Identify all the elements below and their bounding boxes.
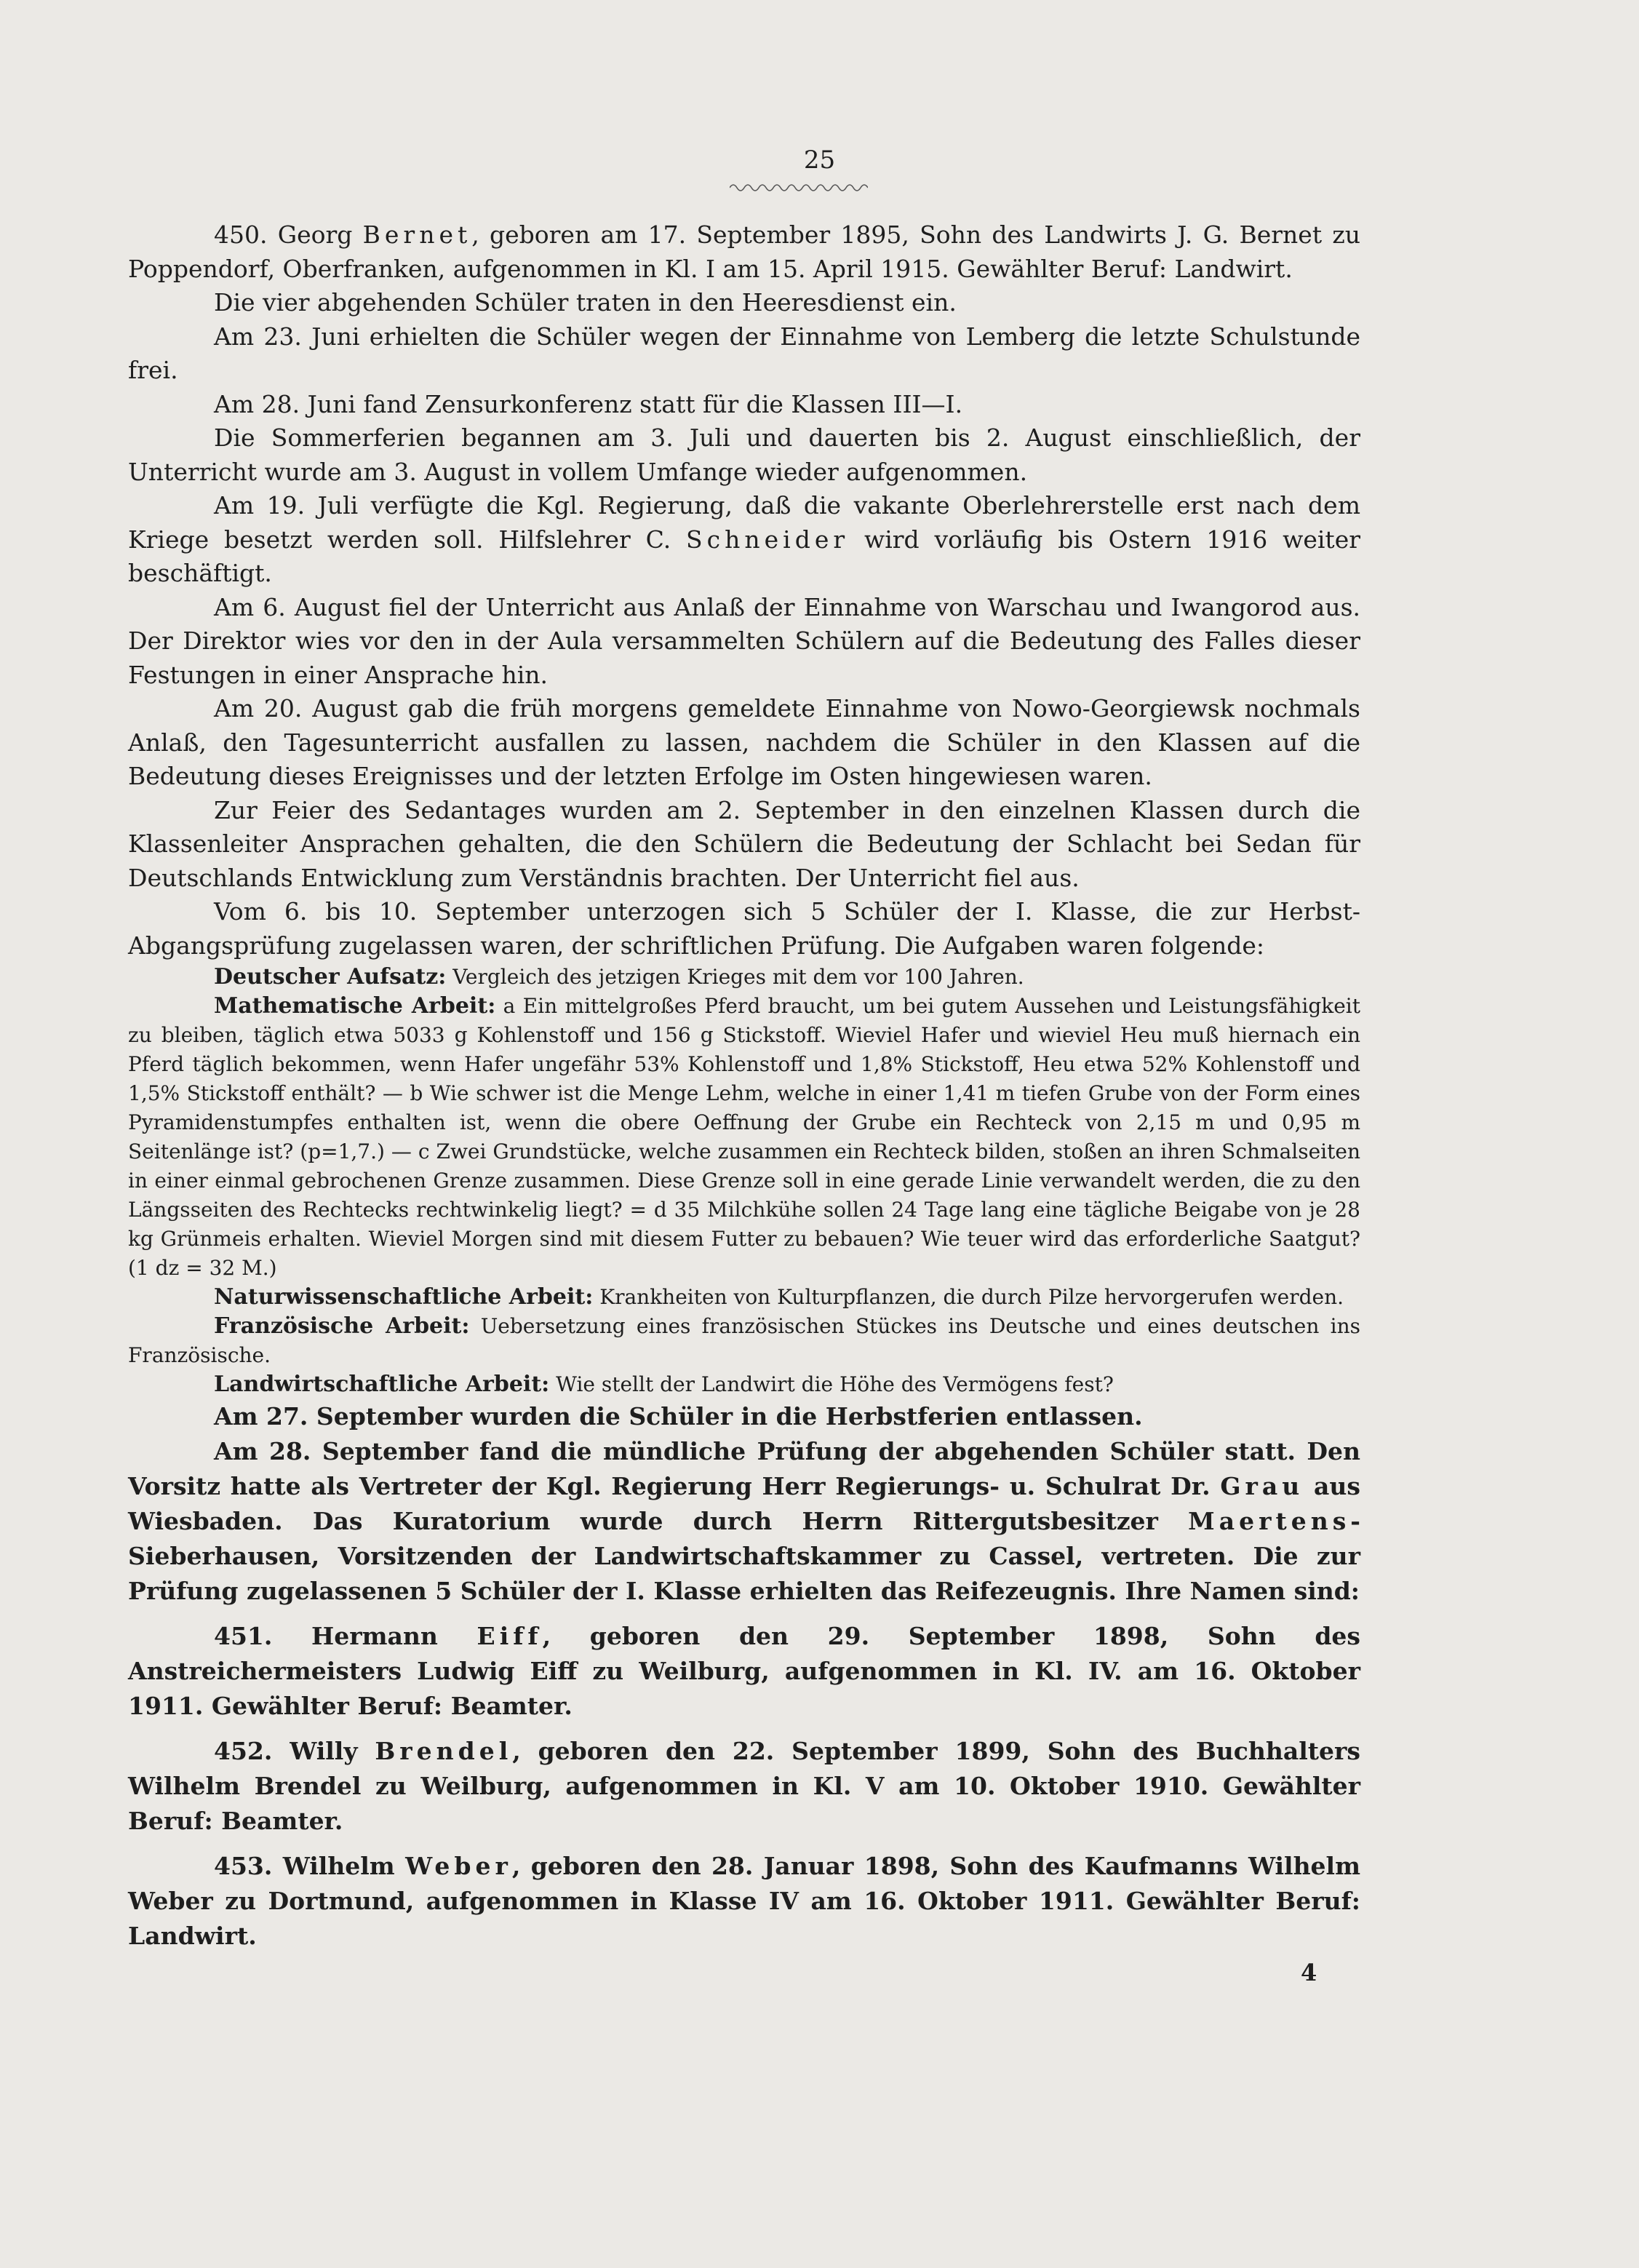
entry-451: 451. Hermann Eiff, geboren den 29. September 1898, Sohn des Anstreichermeisters Ludwig Eiff zu Weilburg, aufgenommen in Kl. IV. am 16. Oktober 1911. Gewählter Beruf: Beamter. xyxy=(128,1622,1360,1720)
page-number: 25 xyxy=(803,146,836,175)
entry-452: 452. Willy Brendel, geboren den 22. September 1899, Sohn des Buchhalters Wilhelm Brendel zu Weilburg, aufgenommen in Kl. V am 10. Oktober 1910. Gewählter Beruf: Beamter. xyxy=(128,1737,1360,1835)
name-spaced: Schneider xyxy=(686,525,850,554)
paragraph: Am 6. August fiel der Unterricht aus Anlaß der Einnahme von Warschau und Iwangorod aus. Der Direktor wies vor den in der Aula versammelten Schülern auf die Bedeutung des Falles dieser Festungen in einer Ansprache hin. xyxy=(128,592,1360,689)
paragraph: Am 28. September fand die mündliche Prüfung der abgehenden Schüler statt. Den Vorsitz hatte als Vertreter der Kgl. Regierung Herr Regierungs- u. Schulrat Dr. Grau aus Wiesbaden. Das Kuratorium wurde durch Herrn Rittergutsbesitzer Maertens-Sieberhausen, Vorsitzenden der Landwirtschaftskammer zu Cassel, vertreten. Die zur Prüfung zugelassenen 5 Schüler der I. Klasse erhielten das Reifezeugnis. Ihre Namen sind: xyxy=(128,1437,1360,1605)
paragraph: Zur Feier des Sedantages wurden am 2. September in den einzelnen Klassen durch die Klassenleiter Ansprachen gehalten, die den Schülern die Bedeutung der Schlacht bei Sedan für Deutschlands Entwicklung zum Verständnis brachten. Der Unterricht fiel aus. xyxy=(128,795,1360,892)
body-text xyxy=(128,218,1360,1954)
paragraph: Am 27. September wurden die Schüler in die Herbstferien entlassen. xyxy=(214,1402,1143,1431)
paragraph: Am 19. Juli verfügte die Kgl. Regierung, daß die vakante Oberlehrerstelle erst nach dem Kriege besetzt werden soll. Hilfslehrer C. Schneider wird vorläufig bis Ostern 1916 weiter beschäftigt. xyxy=(128,491,1360,587)
exam-franz: Französische Arbeit: Uebersetzung eines französischen Stückes ins Deutsche und eines deutschen ins Französische. xyxy=(128,1313,1360,1367)
wavy-ornament-icon xyxy=(730,180,868,195)
exam-mathe: Mathematische Arbeit: a Ein mittelgroßes Pferd braucht, um bei gutem Aussehen und Leistungsfähigkeit zu bleiben, täglich etwa 5033 g Kohlenstoff und 156 g Stickstoff. Wieviel Hafer und wieviel Heu muß hiernach ein Pferd täglich bekommen, wenn Hafer ungefähr 53% Kohlenstoff und 1,8% Stickstoff, Heu etwa 52% Kohlenstoff und 1,5% Stickstoff enthält? — b Wie schwer ist die Menge Lehm, welche in einer 1,41 m tiefen Grube von der Form eines Pyramidenstumpfes enthalten ist, wenn die obere Oeffnung der Grube ein Rechteck von 2,15 m und 0,95 m Seitenlänge ist? (p=1,7.) — c Zwei Grundstücke, welche zusammen ein Rechteck bilden, stoßen an ihren Schmalseiten in einer einmal gebrochenen Grenze zusammen. Diese Grenze soll in eine gerade Linie verwandelt werden, die zu den Längsseiten des Rechtecks rechtwinkelig liegt? = d 35 Milchkühe sollen 24 Tage lang eine tägliche Beigabe von je 28 kg Grünmeis erhalten. Wieviel Morgen sind mit diesem Futter zu bebauen? Wie teuer wird das erforderliche Saatgut? (1 dz = 32 M.) xyxy=(128,993,1360,1280)
paragraph: Am 23. Juni erhielten die Schüler wegen der Einnahme von Lemberg die letzte Schulstunde frei. xyxy=(128,322,1360,384)
surname: Brendel xyxy=(375,1737,513,1765)
surname: Weber xyxy=(405,1852,512,1880)
paragraph: Vom 6. bis 10. September unterzogen sich 5 Schüler der I. Klasse, die zur Herbst-Abgangsprüfung zugelassen waren, der schriftlichen Prüfung. Die Aufgaben waren folgende: xyxy=(128,897,1360,960)
paragraph: Die vier abgehenden Schüler traten in den Heeresdienst ein. xyxy=(214,288,957,317)
graduation-section xyxy=(128,1399,1360,1954)
paragraph: Am 28. Juni fand Zensurkonferenz statt für die Klassen III—I. xyxy=(214,389,963,418)
surname: Eiff xyxy=(476,1622,543,1650)
exam-deutsch: Deutscher Aufsatz: Vergleich des jetzigen Krieges mit dem vor 100 Jahren. xyxy=(214,964,1024,990)
entry-450: 450. Georg Bernet, geboren am 17. September 1895, Sohn des Landwirts J. G. Bernet zu Poppendorf, Oberfranken, aufgenommen in Kl. I am 15. April 1915. Gewählter Beruf: Landwirt. xyxy=(128,220,1360,283)
exam-natur: Naturwissenschaftliche Arbeit: Krankheiten von Kulturpflanzen, die durch Pilze hervorgerufen werden. xyxy=(214,1284,1344,1310)
exam-landw: Landwirtschaftliche Arbeit: Wie stellt der Landwirt die Höhe des Vermögens fest? xyxy=(214,1372,1114,1397)
entry-453: 453. Wilhelm Weber, geboren den 28. Januar 1898, Sohn des Kaufmanns Wilhelm Weber zu Dortmund, aufgenommen in Klasse IV am 16. Oktober 1911. Gewählter Beruf: Landwirt. xyxy=(128,1852,1361,1950)
paragraph: Die Sommerferien begannen am 3. Juli und dauerten bis 2. August einschließlich, der Unterricht wurde am 3. August in vollem Umfange wieder aufgenommen. xyxy=(128,423,1360,486)
paragraph: Am 20. August gab die früh morgens gemeldete Einnahme von Nowo-Georgiewsk nochmals Anlaß, den Tagesunterricht ausfallen zu lassen, nachdem die Schüler in den Klassen auf die Bedeutung dieses Ereignisses und der letzten Erfolge im Osten hingewiesen waren. xyxy=(128,694,1360,790)
name-spaced: Maertens xyxy=(1188,1507,1351,1535)
exam-tasks xyxy=(128,963,1360,1399)
surname: Bernet xyxy=(362,220,472,249)
signature-mark: 4 xyxy=(1301,1959,1317,1986)
name-spaced: Grau xyxy=(1220,1472,1304,1500)
